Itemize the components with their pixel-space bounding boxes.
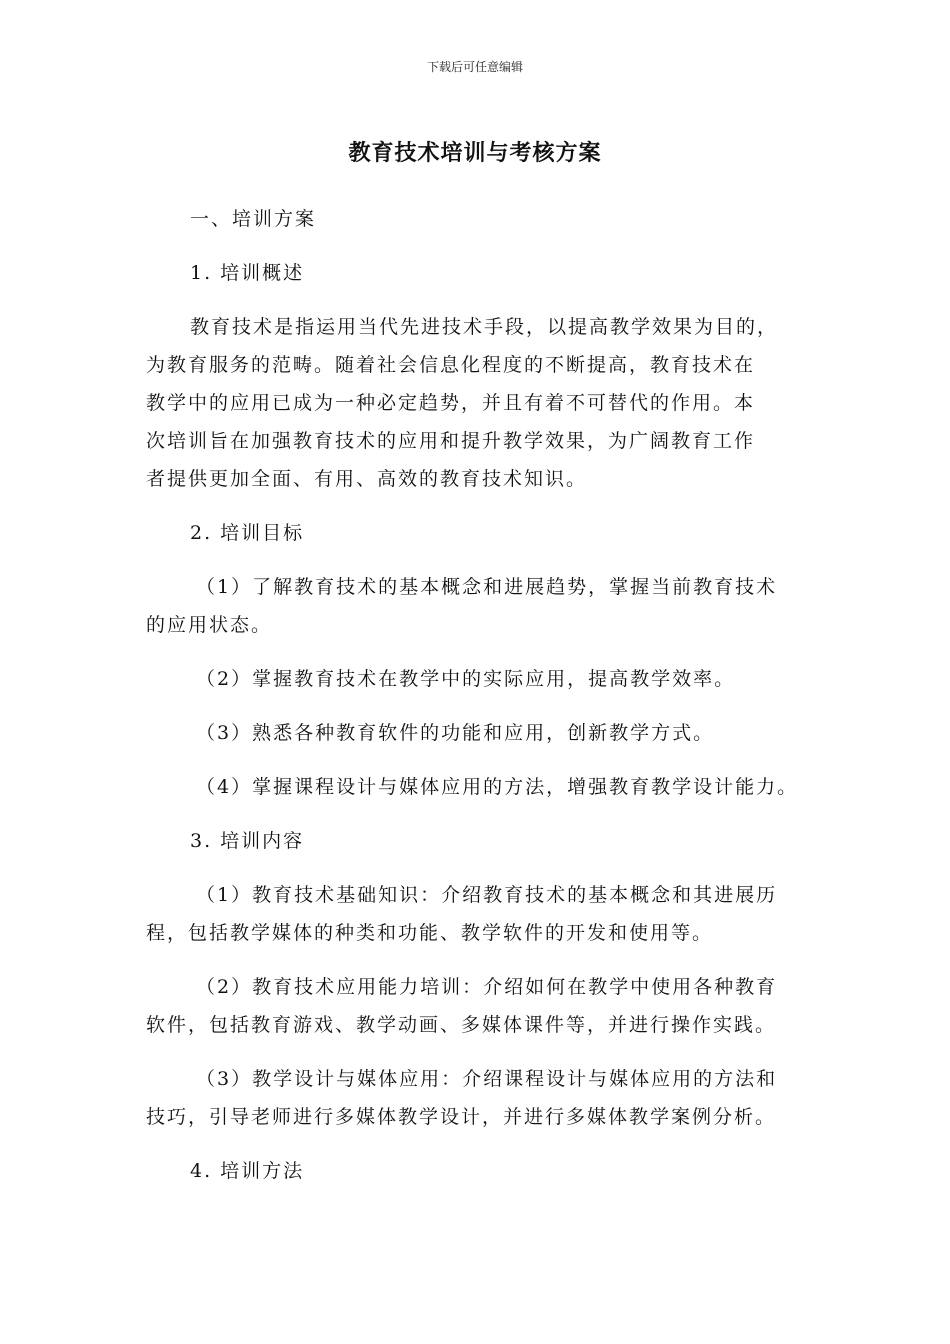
paragraph-overview [146, 308, 826, 498]
goal-item-3 [146, 714, 826, 752]
paragraph-line: 软件，包括教育游戏、教学动画、多媒体课件等，并进行操作实践。 [146, 1014, 777, 1036]
goal-item-1 [146, 568, 826, 644]
subsection-heading [146, 1152, 826, 1190]
subsection-heading [146, 514, 826, 552]
paragraph-line: （1）了解教育技术的基本概念和进展趋势，掌握当前教育技术 [196, 576, 778, 598]
heading-training-plan: 一、培训方案 [190, 208, 317, 230]
goal-item-4 [146, 768, 826, 806]
content-item-3 [146, 1060, 826, 1136]
paragraph-line: （3）教学设计与媒体应用：介绍课程设计与媒体应用的方法和 [196, 1068, 778, 1090]
subsection-heading [146, 822, 826, 860]
document-body [146, 200, 826, 1206]
heading-methods: 4. 培训方法 [190, 1160, 305, 1182]
paragraph-line: （4）掌握课程设计与媒体应用的方法，增强教育教学设计能力。 [196, 776, 799, 798]
paragraph-line: 技巧，引导老师进行多媒体教学设计，并进行多媒体教学案例分析。 [146, 1106, 777, 1128]
paragraph-line: 次培训旨在加强教育技术的应用和提升教学效果，为广阔教育工作 [146, 430, 756, 452]
paragraph-line: 程，包括教学媒体的种类和功能、教学软件的开发和使用等。 [146, 922, 714, 944]
heading-content: 3. 培训内容 [190, 830, 305, 852]
paragraph-line: 为教育服务的范畴。随着社会信息化程度的不断提高，教育技术在 [146, 354, 756, 376]
paragraph-line: （2）教育技术应用能力培训：介绍如何在教学中使用各种教育 [196, 976, 778, 998]
paragraph-line: （1）教育技术基础知识：介绍教育技术的基本概念和其进展历 [196, 884, 778, 906]
paragraph-line: （2）掌握教育技术在教学中的实际应用，提高教学效率。 [196, 668, 736, 690]
subsection-heading [146, 254, 826, 292]
paragraph-line: 者提供更加全面、有用、高效的教育技术知识。 [146, 468, 588, 490]
goal-item-2 [146, 660, 826, 698]
header-note: 下载后可任意编辑 [426, 60, 523, 74]
section-heading [146, 200, 826, 238]
paragraph-line: 教学中的应用已成为一种必定趋势，并且有着不可替代的作用。本 [146, 392, 756, 414]
document-title: 教育技术培训与考核方案 [348, 141, 602, 166]
paragraph-line: 教育技术是指运用当代先进技术手段，以提高教学效果为目的， [190, 316, 779, 338]
paragraph-line: （3）熟悉各种教育软件的功能和应用，创新教学方式。 [196, 722, 715, 744]
content-item-1 [146, 876, 826, 952]
heading-overview: 1. 培训概述 [190, 262, 305, 284]
heading-goals: 2. 培训目标 [190, 522, 305, 544]
paragraph-line: 的应用状态。 [146, 614, 273, 636]
content-item-2 [146, 968, 826, 1044]
